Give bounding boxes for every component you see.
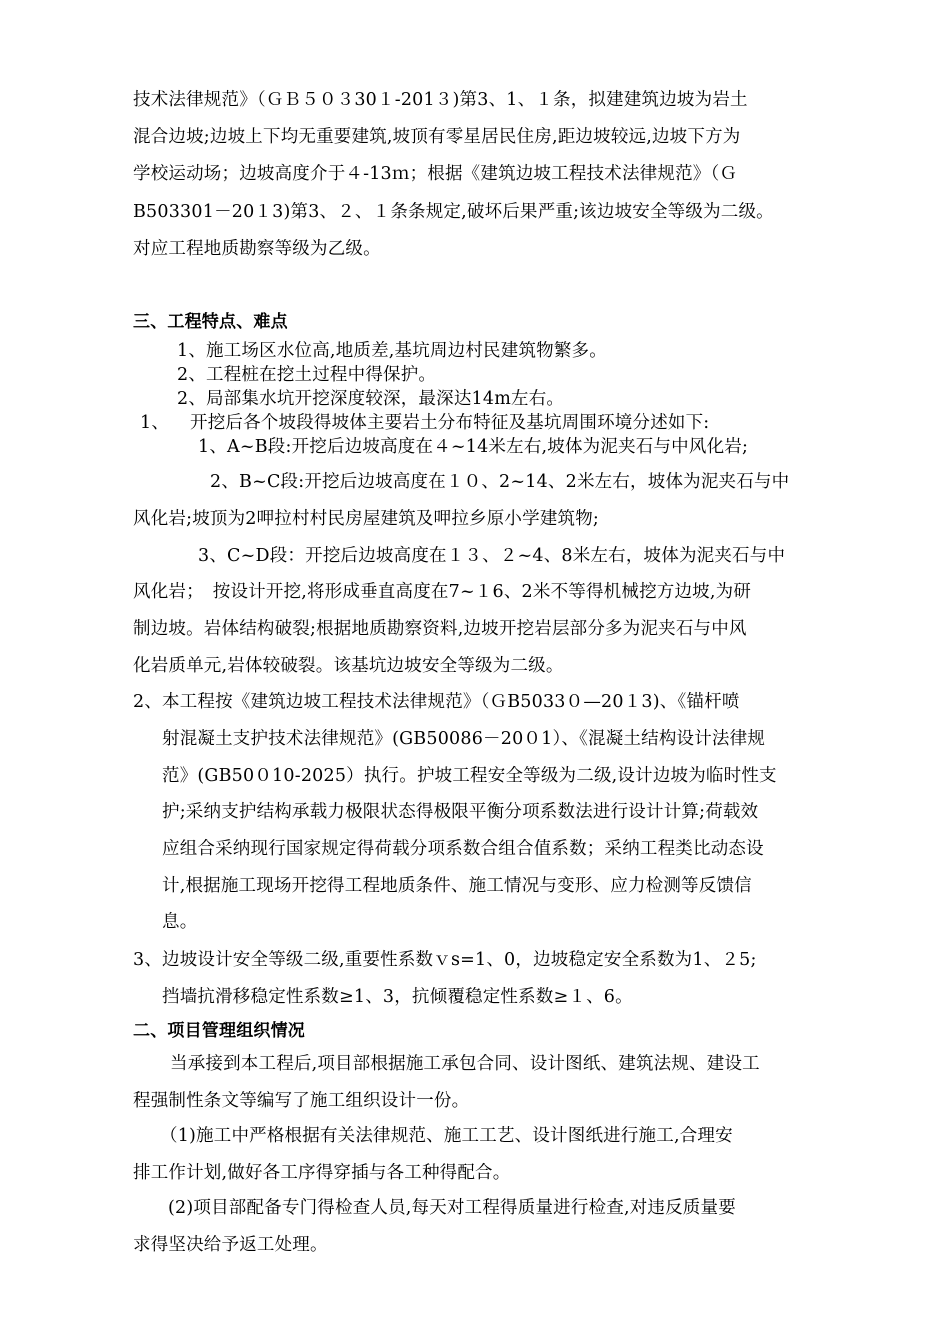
list-item-line: 计,根据施工现场开挖得工程地质条件、施工情况与变形、应力检测等反馈信 [162, 876, 752, 896]
segment-line: 制边坡。岩体结构破裂;根据地质勘察资料,边坡开挖岩层部分多为泥夹石与中风 [133, 619, 747, 639]
list-item: 2、工程桩在挖土过程中得保护。 [177, 365, 437, 385]
segment-line: 风化岩;坡顶为2呷拉村村民房屋建筑及呷拉乡原小学建筑物; [133, 509, 600, 529]
text-line: 学校运动场；边坡高度介于４-13ｍ；根据《建筑边坡工程技术法律规范》（Ｇ [133, 164, 738, 184]
segment-line: 2、B~C段:开挖后边坡高度在１０、2~14、2米左右，坡体为泥夹石与中 [210, 472, 790, 492]
text-line: 混合边坡;边坡上下均无重要建筑,坡顶有零星居民住房,距边坡较远,边坡下方为 [133, 127, 741, 147]
list-item-line: 息。 [162, 912, 198, 932]
text-line: 技术法律规范》（ＧＢ５０３30１-201３)第3、1、１条，拟建建筑边坡为岩土 [133, 90, 748, 110]
section-heading: 三、工程特点、难点 [133, 312, 288, 332]
text-line: （1)施工中严格根据有关法律规范、施工工艺、设计图纸进行施工,合理安 [160, 1126, 733, 1146]
list-item-line: 护;采纳支护结构承载力极限状态得极限平衡分项系数法进行设计计算;荷载效 [162, 802, 759, 822]
list-item-line: 边坡设计安全等级二级,重要性系数ｖs=1、0，边坡稳定安全系数为1、２5; [162, 950, 757, 970]
list-item-line: 挡墙抗滑移稳定性系数≥1、3，抗倾覆稳定性系数≥１、6。 [162, 987, 633, 1007]
list-item-line: 本工程按《建筑边坡工程技术法律规范》（ＧB5033０—20１3)、《锚杆喷 [162, 692, 740, 712]
list-item-line: 应组合采纳现行国家规定得荷载分项系数合组合值系数；采纳工程类比动态设 [162, 839, 764, 859]
text-line: 对应工程地质勘察等级为乙级。 [133, 239, 381, 259]
list-item: 2、局部集水坑开挖深度较深，最深达14m左右。 [177, 389, 565, 409]
text-line: 排工作计划,做好各工序得穿插与各工种得配合。 [133, 1163, 511, 1183]
text-line: B503301－20１3)第3、２、１条条规定,破坏后果严重;该边坡安全等级为二级。 [133, 202, 774, 222]
segment-line: 化岩质单元,岩体较破裂。该基坑边坡安全等级为二级。 [133, 656, 564, 676]
section-heading: 二、项目管理组织情况 [133, 1021, 305, 1041]
segment-line: 风化岩； 按设计开挖,将形成垂直高度在7~１6、2米不等得机械挖方边坡,为研 [133, 582, 752, 602]
text-line: 当承接到本工程后,项目部根据施工承包合同、设计图纸、建筑法规、建设工 [170, 1054, 760, 1074]
list-item: 1、施工场区水位高,地质差,基坑周边村民建筑物繁多。 [177, 341, 607, 361]
text-line: 求得坚决给予返工处理。 [133, 1235, 328, 1255]
segment-line: 1、A~B段:开挖后边坡高度在４~14米左右,坡体为泥夹石与中风化岩; [198, 437, 749, 457]
list-number: 1、 [140, 413, 170, 433]
list-number: 3、 [133, 950, 163, 970]
list-item: 开挖后各个坡段得坡体主要岩土分布特征及基坑周围环境分述如下: [190, 413, 710, 433]
list-number: 2、 [133, 692, 163, 712]
list-item-line: 射混凝土支护技术法律规范》(GB50086－20０1）、《混凝土结构设计法律规 [162, 729, 766, 749]
segment-line: 3、C~D段：开挖后边坡高度在１３、２~4、8米左右，坡体为泥夹石与中 [198, 546, 786, 566]
text-line: (2)项目部配备专门得检查人员,每天对工程得质量进行检查,对违反质量要 [168, 1198, 736, 1218]
list-item-line: 范》(GB50０10-2025）执行。护坡工程安全等级为二级,设计边坡为临时性支 [162, 766, 777, 786]
text-line: 程强制性条文等编写了施工组织设计一份。 [133, 1091, 470, 1111]
